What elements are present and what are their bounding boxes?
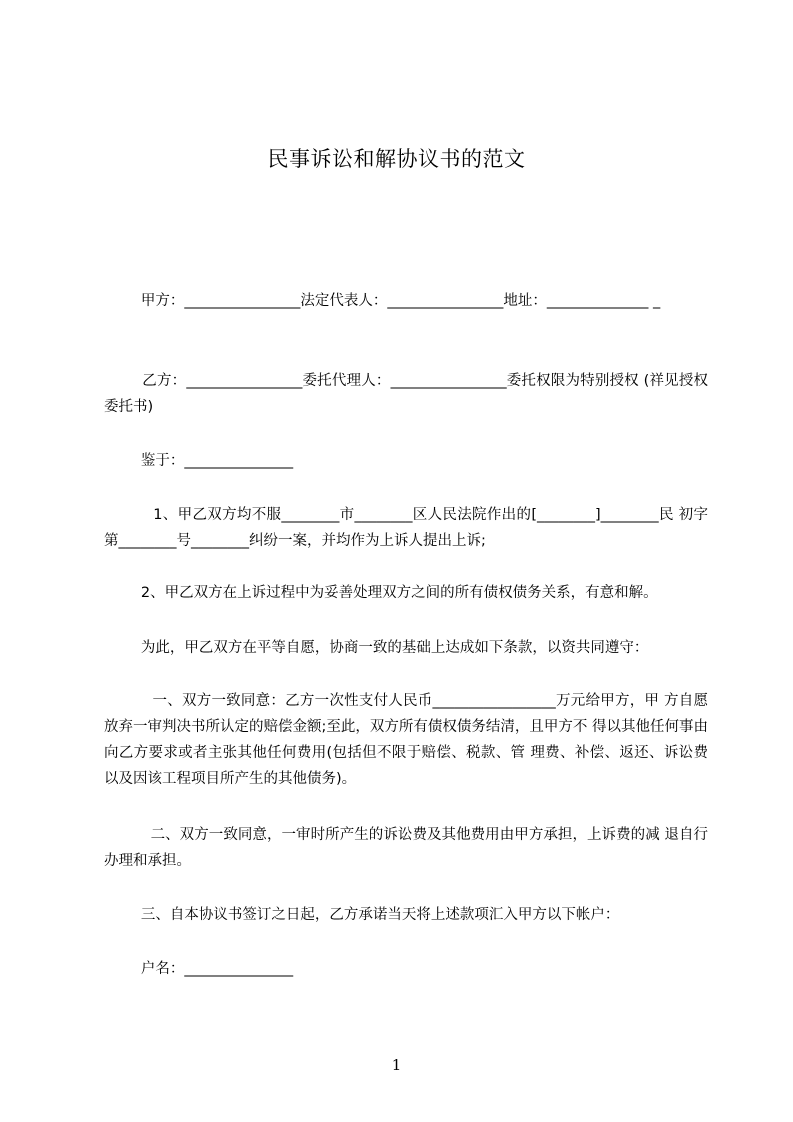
party-a-line: 甲方：________________法定代表人：________________地址：______________ _ xyxy=(104,293,661,309)
term-one-paragraph: 一、双方一致同意：乙方一次性支付人民币_________________万元给甲方，甲 方自愿放弃一审判决书所认定的赔偿金额;至此，双方所有债权债务结清，且甲方不 得以其他任何事由向乙方要求或者主张其他任何费用(包括但不限于赔偿、税款、管 理费、补偿、返还、诉讼费以及因该工程项目所产生的其他债务)。 xyxy=(104,693,709,787)
agreement-intro-paragraph: 为此，甲乙双方在平等自愿，协商一致的基础上达成如下条款，以资共同遵守： xyxy=(104,640,649,656)
page-number: 1 xyxy=(391,1056,402,1074)
document-title: 民事诉讼和解协议书的范文 xyxy=(267,147,526,171)
term-two-paragraph: 二、双方一致同意，一审时所产生的诉讼费及其他费用由甲方承担，上诉费的减 退自行办理和承担。 xyxy=(104,827,709,869)
account-name-line: 户名：_______________ xyxy=(104,961,294,977)
clause-1-paragraph: 1、甲乙双方均不服________市________区人民法院作出的[________]________民 初字第________号________纠纷一案，并均作为上诉人提出上诉; xyxy=(104,507,709,549)
term-three-paragraph: 三、自本协议书签订之日起，乙方承诺当天将上述款项汇入甲方以下帐户： xyxy=(104,907,620,923)
party-b-line: 乙方：________________委托代理人：________________委托权限为特别授权 (祥见授权委托书) xyxy=(104,373,708,415)
clause-2-paragraph: 2、甲乙双方在上诉过程中为妥善处理双方之间的所有债权债务关系，有意和解。 xyxy=(104,585,658,601)
whereas-line: 鉴于：_______________ xyxy=(104,453,294,469)
